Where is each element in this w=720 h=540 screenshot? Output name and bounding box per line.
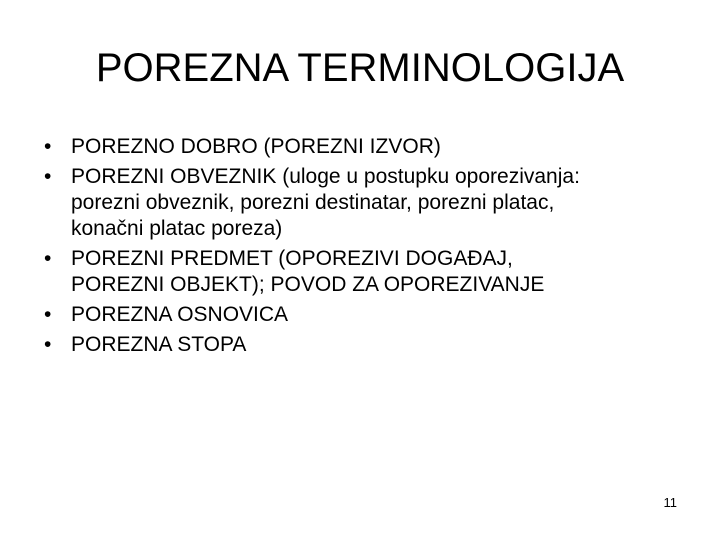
list-item bbox=[44, 134, 684, 160]
list-item bbox=[44, 332, 684, 358]
list-item-text: POREZNI OBVEZNIK (uloge u postupku oporezivanja: bbox=[71, 165, 580, 188]
page-number: 11 bbox=[663, 495, 677, 510]
bullet-icon: • bbox=[44, 303, 52, 326]
list-item-text: POREZNI OBJEKT); POVOD ZA OPOREZIVANJE bbox=[71, 273, 545, 296]
bullet-list bbox=[44, 134, 684, 362]
list-item-text: porezni obveznik, porezni destinatar, porezni platac, bbox=[71, 191, 555, 214]
bullet-icon: • bbox=[44, 165, 52, 188]
list-item-text: POREZNI PREDMET (OPOREZIVI DOGAĐAJ, bbox=[71, 247, 513, 270]
bullet-icon: • bbox=[44, 247, 52, 270]
list-item-text: POREZNA OSNOVICA bbox=[71, 303, 289, 326]
list-item-text: konačni platac poreza) bbox=[71, 217, 283, 240]
list-item-text: POREZNO DOBRO (POREZNI IZVOR) bbox=[71, 135, 441, 158]
list-item bbox=[44, 246, 684, 298]
bullet-icon: • bbox=[44, 333, 52, 356]
bullet-icon: • bbox=[44, 135, 52, 158]
list-item bbox=[44, 302, 684, 328]
list-item-text: POREZNA STOPA bbox=[71, 333, 247, 356]
list-item bbox=[44, 164, 684, 242]
slide-title: POREZNA TERMINOLOGIJA bbox=[95, 46, 625, 90]
